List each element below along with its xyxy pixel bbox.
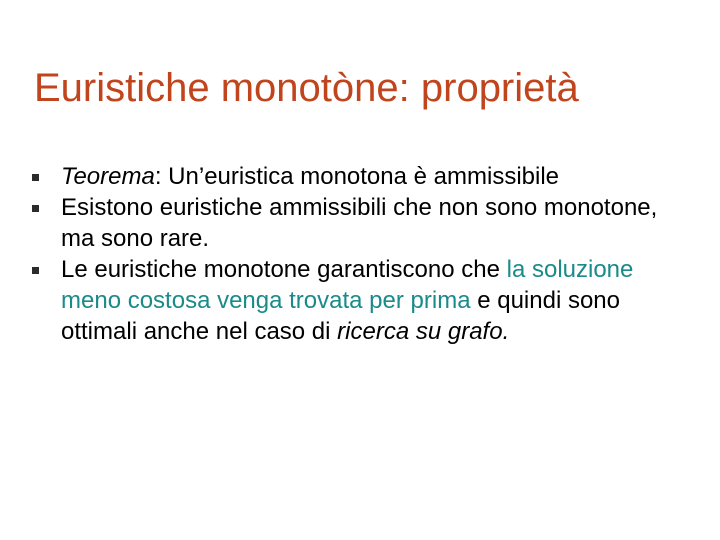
bullet-item xyxy=(0,192,661,254)
bullet-text: Esistono euristiche ammissibili che non sono monotone, ma sono rare. xyxy=(61,194,658,252)
emphasized-text: ricerca su grafo xyxy=(337,318,503,345)
emphasized-period: . xyxy=(502,318,510,345)
bullet-text: e quindi sono ottimali anche nel caso di xyxy=(61,287,620,345)
square-bullet-icon xyxy=(32,267,39,274)
highlighted-text: la soluzione meno costosa venga trovata per prima xyxy=(61,256,634,314)
slide-title: Euristiche monotòne: proprietà xyxy=(34,66,579,110)
square-bullet-icon xyxy=(32,174,39,181)
bullet-item xyxy=(0,161,661,192)
bullet-text: Le euristiche monotone garantiscono che xyxy=(61,256,507,283)
bullet-item xyxy=(0,254,661,347)
theorem-text: : Un’euristica monotona è ammissibile xyxy=(154,163,560,190)
theorem-label: Teorema xyxy=(61,163,155,190)
square-bullet-icon xyxy=(32,205,39,212)
bullet-list xyxy=(0,161,720,347)
